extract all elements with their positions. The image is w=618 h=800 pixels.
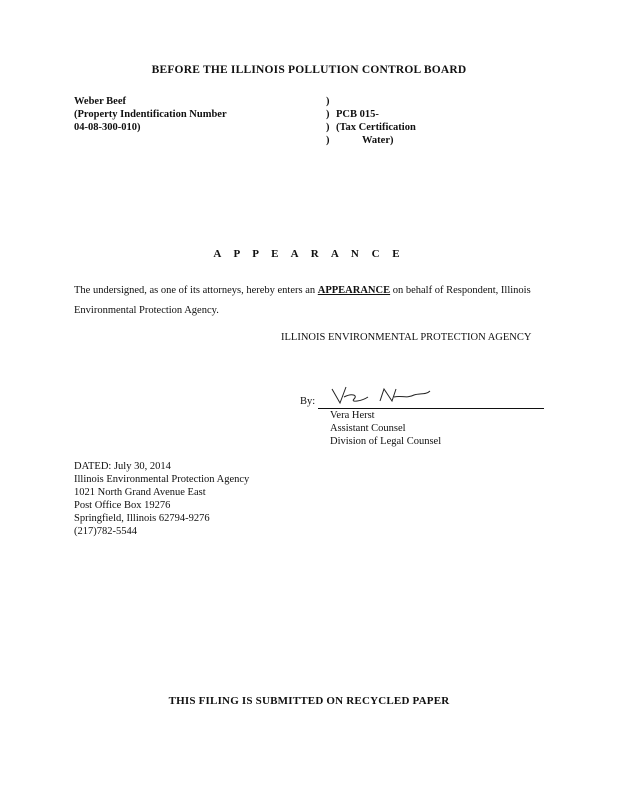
caption-party-name: Weber Beef	[74, 96, 126, 107]
signature-agency: ILLINOIS ENVIRONMENTAL PROTECTION AGENCY	[281, 332, 532, 343]
address-line: Springfield, Illinois 62794-9276	[74, 513, 210, 524]
address-line: 1021 North Grand Avenue East	[74, 487, 206, 498]
appearance-body-pre: The undersigned, as one of its attorneys, hereby enters an	[74, 285, 318, 296]
appearance-heading: A P P E A R A N C E	[213, 248, 405, 260]
caption-paren: )	[326, 109, 330, 120]
appearance-body	[74, 281, 554, 321]
phone-line: (217)782-5544	[74, 526, 137, 537]
document-title: BEFORE THE ILLINOIS POLLUTION CONTROL BOARD	[151, 64, 467, 76]
caption-paren: )	[326, 122, 330, 133]
address-line: Post Office Box 19276	[74, 500, 171, 511]
signer-title: Assistant Counsel	[330, 423, 406, 434]
caption-property-id-number: 04-08-300-010)	[74, 122, 141, 133]
caption-property-id-label: (Property Indentification Number	[74, 109, 227, 120]
dated-line: DATED: July 30, 2014	[74, 461, 171, 472]
recycled-paper-notice: THIS FILING IS SUBMITTED ON RECYCLED PAPER	[168, 695, 450, 707]
appearance-body-emphasis: APPEARANCE	[317, 285, 391, 296]
caption-paren: )	[326, 135, 330, 146]
signer-name: Vera Herst	[330, 410, 375, 421]
caption-paren: )	[326, 96, 330, 107]
appearance-body-post: on behalf of Respondent, Illinois Environmental Protection Agency.	[74, 285, 531, 316]
signer-division: Division of Legal Counsel	[330, 436, 442, 447]
signature-by-label: By:	[300, 396, 316, 407]
case-number: PCB 015-	[336, 109, 379, 120]
case-type-line1: (Tax Certification	[336, 122, 416, 133]
case-type-line2: Water)	[362, 135, 394, 146]
address-line: Illinois Environmental Protection Agency	[74, 474, 250, 485]
